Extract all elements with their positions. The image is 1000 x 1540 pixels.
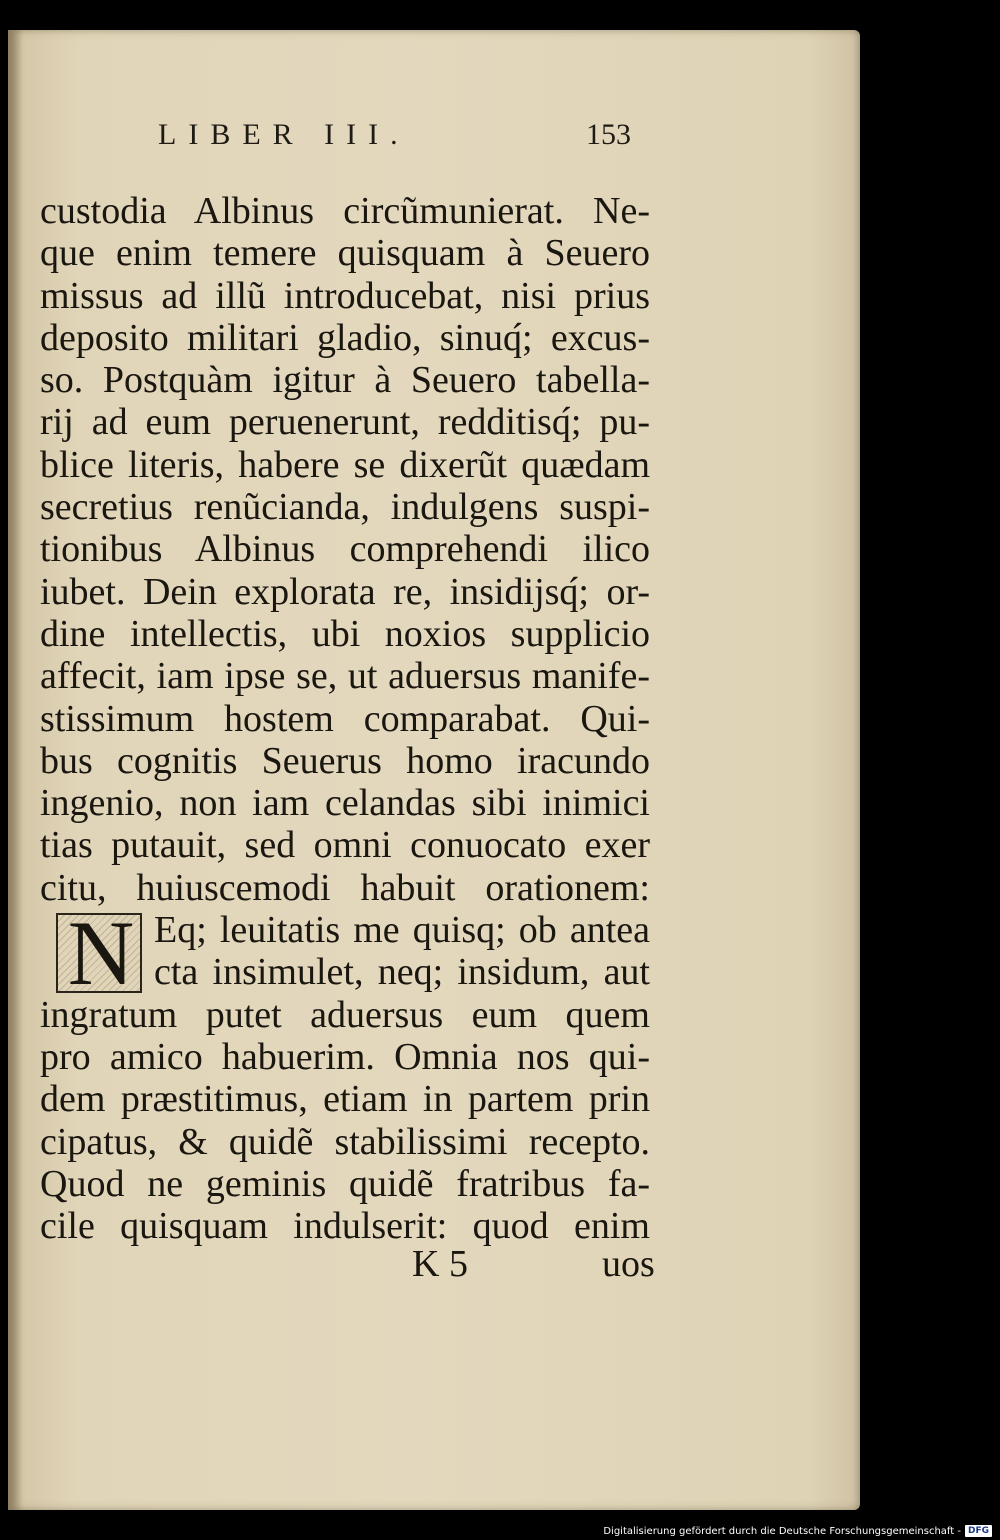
catchword: uos (602, 1243, 655, 1285)
signature-mark: K 5 (412, 1243, 468, 1285)
text-line: deposito militari gladio, sinuq́; excus- (40, 316, 650, 359)
text-line: so. Postquàm igitur à Seuero tabella- (40, 359, 650, 402)
credit-text: Digitalisierung gefördert durch die Deutsche Forschungsgemeinschaft - (603, 1525, 961, 1537)
running-title: LIBER III. (158, 118, 410, 151)
text-line: cile quisquam indulserit: quod enim (40, 1205, 650, 1248)
page-foot (40, 1242, 660, 1286)
text-line: cipatus, & quidẽ stabilissimi recepto. (40, 1120, 650, 1163)
book-page (8, 30, 860, 1510)
text-line: que enim temere quisquam à Seuero (40, 232, 650, 275)
text-line: ingratum putet aduersus eum quem (40, 993, 650, 1036)
text-line: ingenio, non iam celandas sibi inimici (40, 782, 650, 825)
text-line: dem præstitimus, etiam in partem prin (40, 1078, 650, 1121)
decorated-initial (56, 902, 142, 1005)
text-line: missus ad illũ introducebat, nisi prius (40, 274, 650, 317)
text-line: cta insimulet, neq; insidum, aut (154, 951, 650, 994)
text-line: blice literis, habere se dixerũt quædam (40, 443, 650, 486)
text-line: tionibus Albinus comprehendi ilico (40, 528, 650, 571)
text-line: stissimum hostem comparabat. Qui- (40, 697, 650, 740)
text-line: iubet. Dein explorata re, insidijsq́; or- (40, 570, 650, 613)
running-head (8, 118, 860, 158)
text-line: Eq; leuitatis me quisq; ob antea (154, 909, 650, 952)
text-line: pro amico habuerim. Omnia nos qui- (40, 1035, 650, 1078)
text-line: bus cognitis Seuerus homo iracundo (40, 739, 650, 782)
text-block (40, 190, 660, 1247)
folio-number: 153 (586, 118, 631, 151)
initial-letter: N (67, 902, 135, 1005)
text-line: citu, huiuscemodi habuit orationem: (40, 866, 650, 909)
text-line: secretius renũcianda, indulgens suspi- (40, 486, 650, 529)
text-line: tias putauit, sed omni conuocato exer (40, 824, 650, 867)
oration-opening (40, 902, 660, 1036)
page-gutter-shadow (8, 30, 22, 1510)
text-line: rij ad eum peruenerunt, redditisq́; pu- (40, 401, 650, 444)
text-line: dine intellectis, ubi noxios supplicio (40, 612, 650, 655)
digitization-credit (603, 1524, 992, 1538)
text-line: Quod ne geminis quidẽ fratribus fa- (40, 1162, 650, 1205)
dfg-logo: DFG (965, 1525, 992, 1537)
text-line: custodia Albinus circũmunierat. Ne- (40, 190, 650, 232)
text-line: affecit, iam ipse se, ut aduersus manife- (40, 655, 650, 698)
